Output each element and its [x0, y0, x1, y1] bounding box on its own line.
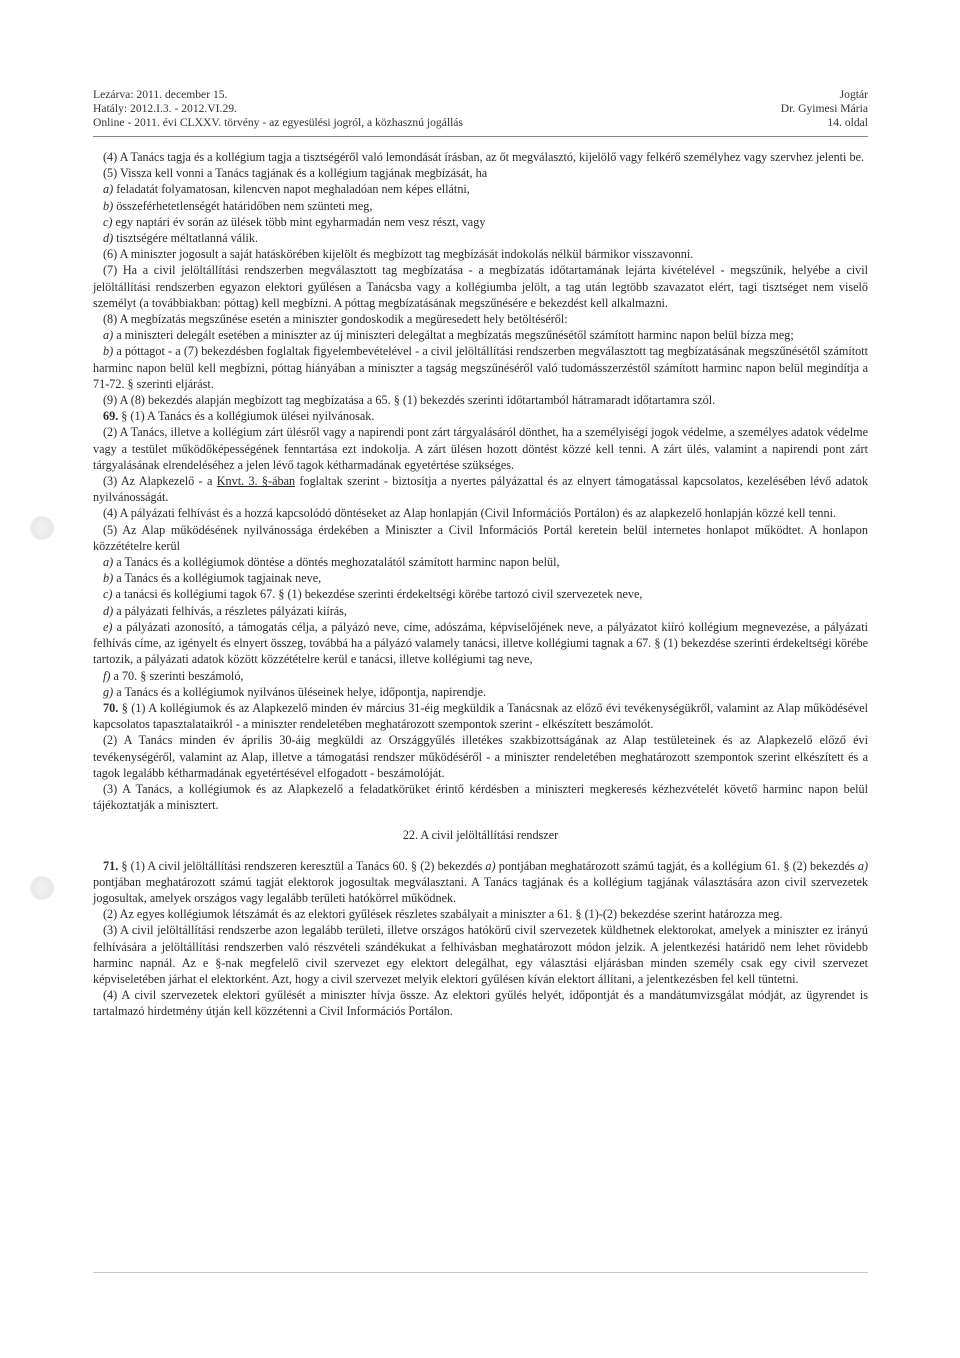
- header-right: [781, 88, 868, 130]
- paragraph: (6) A miniszter jogosult a saját hatáskörében kijelölt és megbízott tag megbízását indokolás nélkül bármikor visszavonni.: [103, 247, 694, 262]
- header-left: [93, 88, 463, 130]
- paragraph: e) a pályázati azonosító, a támogatás célja, a pályázó neve, címe, adószáma, képviselőjének neve, a pályázatot kiíró kollégium megnevezése, a pályázati felhívás címe, az igényelt és elnyert összeg, továbbá ha a pályázó valamely tanácsi, illetve kollégiumi tagnak a 67. § (1) bekezdése szerinti érdekeltségi körébe tartozik, a pályázati adatok között közzétételre kerül e tanácsi, illetve kollégiumi tag neve,: [93, 619, 868, 667]
- document-page: [93, 88, 868, 1020]
- paragraph: 69. § (1) A Tanács és a kollégiumok ülései nyilvánosak.: [103, 409, 375, 424]
- paragraph: (3) Az Alapkezelő - a Knvt. 3. §-ában foglaltak szerint - biztosítja a nyertes pályázattal és az elnyert támogatással kapcsolatos, kezelésében lévő adatok nyilvánosságát.: [93, 474, 868, 505]
- paragraph: (2) Az egyes kollégiumok létszámát és az elektori gyűlések részletes szabályait a miniszter a 61. § (1)-(2) bekezdése szerint határozza meg.: [103, 907, 783, 922]
- paragraph: (5) Vissza kell vonni a Tanács tagjának és a kollégium tagjának megbízását, ha: [103, 166, 488, 181]
- paragraph: (2) A Tanács, illetve a kollégium zárt ülésről vagy a napirendi pont zárt tárgyalásáról dönthet, ha a személyiségi jogok védelme, a személyes adatok védelme vagy a testület működőképességének fenntartása ezt indokolja. A zárt ülésen hozott döntést közzé kell tenni. A zárt ülés, valamint a napirendi pont zárt tárgyalásának elrendeléséhez a jelen lévő tagok kétharmadának egyetértése szükséges.: [93, 425, 868, 472]
- paragraphs-block: [93, 149, 868, 813]
- paragraph: c) egy naptári év során az ülések több mint egyharmadán nem vesz részt, vagy: [103, 214, 486, 229]
- paragraph: (7) Ha a civil jelöltállítási rendszerben megválasztott tag megbízatása - a megbízatás időtartamának lejárta kivételével - megszűnik, helyébe a civil jelöltállítási rendszerben egyazon elektori gyűlésen a Tanácsba vagy a kollégiumba jelölt, a tag után legtöbb szavazatot elért, tagi tisztséget nem viselő személyt (a továbbiakban: póttag) kell megbízni. A póttag megbízatásának megszűnésére e bekezdést kell alkalmazni.: [93, 263, 868, 310]
- paragraph: b) a póttagot - a (7) bekezdésben foglaltak figyelembevételével - a civil jelöltállítási rendszerben megválasztott tag megbízatásának megszűnésétől számított harminc napon belül kell megbízni, póttag hiányában a miniszter a tagság megszűnéséről való tudomásszerzéstől számított harminc napon belül megindítja a 71-72. § szerinti eljárást.: [93, 344, 868, 391]
- paragraph: (8) A megbízatás megszűnése esetén a miniszter gondoskodik a megüresedett hely betöltéséről:: [103, 312, 568, 327]
- paragraph: (4) A civil szervezetek elektori gyűlését a miniszter hívja össze. Az elektori gyűlés helyét, időpontját és a mandátumvizsgálat módját, az ügyrendet is tartalmazó hirdetmény útján kell közzétenni a Civil Információs Portálon.: [93, 988, 868, 1019]
- paragraphs-block-2: [93, 858, 868, 1020]
- header-effective-date: Hatály: 2012.I.3. - 2012.VI.29.: [93, 102, 237, 115]
- paragraph: (3) A civil jelöltállítási rendszerbe azon legalább területi, illetve országos hatókörű civil szervezetek küldhetnek elektorokat, amelyek a miniszter ez irányú felhívására a jelöltállítási rendszerben való részvételi szándékukat a felhívásban meghatározott módon jelzik. A jelentkezési határidő nem lehet rövidebb harminc napnál. Az e §-nak megfelelő civil szervezet egy elektort delegálhat, egy választási eljárásban minden személy csak egy civil szervezet képviseletében járhat el elektorként. Azt, hogy a civil szervezet melyik elektori gyűlésen kíván elektort állítani, a jelentkezésben fel kell tüntetni.: [93, 923, 868, 986]
- footer-rule: [93, 1272, 868, 1273]
- punch-hole: [30, 516, 54, 540]
- page-header: [93, 88, 868, 136]
- header-page-number: 14. oldal: [827, 116, 868, 129]
- paragraph: f) a 70. § szerinti beszámoló,: [103, 668, 244, 683]
- paragraph: (3) A Tanács, a kollégiumok és az Alapkezelő a feladatkörüket érintő kérdésben a miniszteri megkeresés kézhezvételét követő harminc napon belül tájékoztatják a minisztert.: [93, 781, 868, 813]
- header-rule: [93, 136, 868, 137]
- paragraph: d) a pályázati felhívás, a részletes pályázati kiírás,: [103, 603, 347, 618]
- paragraph: 70. § (1) A kollégiumok és az Alapkezelő minden év március 31-éig megküldik a Tanácsnak az előző évi tevékenységükről, valamint az Alap működésével kapcsolatos tapasztalataikról - a miniszter rendeletében meghatározott szempontok szerint - elkészített beszámolót.: [93, 700, 868, 732]
- paragraph: (4) A pályázati felhívást és a hozzá kapcsolódó döntéseket az Alap honlapján (Civil Információs Portálon) és az alapkezelő honlapján közzé kell tenni.: [103, 506, 837, 521]
- paragraph: (2) A Tanács minden év április 30-áig megküldi az Országgyűlés illetékes szakbizottságának az Alap testületeinek és az Alapkezelő előző évi tevékenységéről, valamint az Alap, illetve a támogatási rendszer működéséről - a miniszter rendeletében meghatározott szempontok szerint elkészített és a tagok legalább kétharmadának egyetértésével elfogadott - beszámolóját.: [93, 733, 868, 780]
- document-body: [93, 149, 868, 1020]
- section-title: 22. A civil jelöltállítási rendszer: [402, 828, 559, 843]
- paragraph: g) a Tanács és a kollégiumok nyilvános üléseinek helye, időpontja, napirendje.: [103, 684, 487, 699]
- paragraph: (5) Az Alap működésének nyilvánossága érdekében a Miniszter a Civil Információs Portál keretein belül internetes honlapot működtet. A honlapon közzétételre kerül: [93, 522, 868, 553]
- paragraph: 71. § (1) A civil jelöltállítási rendszeren keresztül a Tanács 60. § (2) bekezdés a) pontjában meghatározott számú tagját, és a kollégium 61. § (2) bekezdés a) pontjában meghatározott számú tagját elektorok jogosultak megválasztani. A Tanács tagjának és a kollégium tagjának választására azon civil szervezetek jogosultak, amelyek országos vagy legalább területi hatókörrel működnek.: [93, 858, 868, 905]
- header-author: Dr. Gyimesi Mária: [780, 102, 868, 115]
- paragraph: b) összeférhetetlenségét határidőben nem szünteti meg,: [103, 198, 373, 213]
- punch-hole: [30, 876, 54, 900]
- paragraph: d) tisztségére méltatlanná válik.: [103, 231, 258, 246]
- header-source: Jogtár: [839, 88, 868, 101]
- paragraph: a) a Tanács és a kollégiumok döntése a döntés meghozatalától számított harminc napon belül,: [103, 555, 560, 570]
- header-closed-date: Lezárva: 2011. december 15.: [93, 88, 228, 101]
- paragraph: a) a miniszteri delegált esetében a miniszter az új miniszteri delegáltat a megbízatás megszűnésétől számított harminc napon belül bízza meg;: [103, 328, 794, 343]
- paragraph: a) feladatát folyamatosan, kilencven napot meghaladóan nem képes ellátni,: [103, 182, 470, 197]
- header-law-title: Online - 2011. évi CLXXV. törvény - az egyesülési jogról, a közhasznú jogállás: [93, 116, 463, 129]
- paragraph: b) a Tanács és a kollégiumok tagjainak neve,: [103, 571, 322, 586]
- paragraph: (9) A (8) bekezdés alapján megbízott tag megbízatása a 65. § (1) bekezdés szerinti időtartamból hátramaradt időtartamra szól.: [103, 393, 716, 408]
- paragraph: c) a tanácsi és kollégiumi tagok 67. § (1) bekezdése szerinti érdekeltségi körébe tartozó civil szervezetek neve,: [103, 587, 643, 602]
- paragraph: (4) A Tanács tagja és a kollégium tagja a tisztségéről való lemondását írásban, az őt megválasztó, kijelölő vagy felkérő személyhez vagy szervhez jelenti be.: [103, 150, 865, 164]
